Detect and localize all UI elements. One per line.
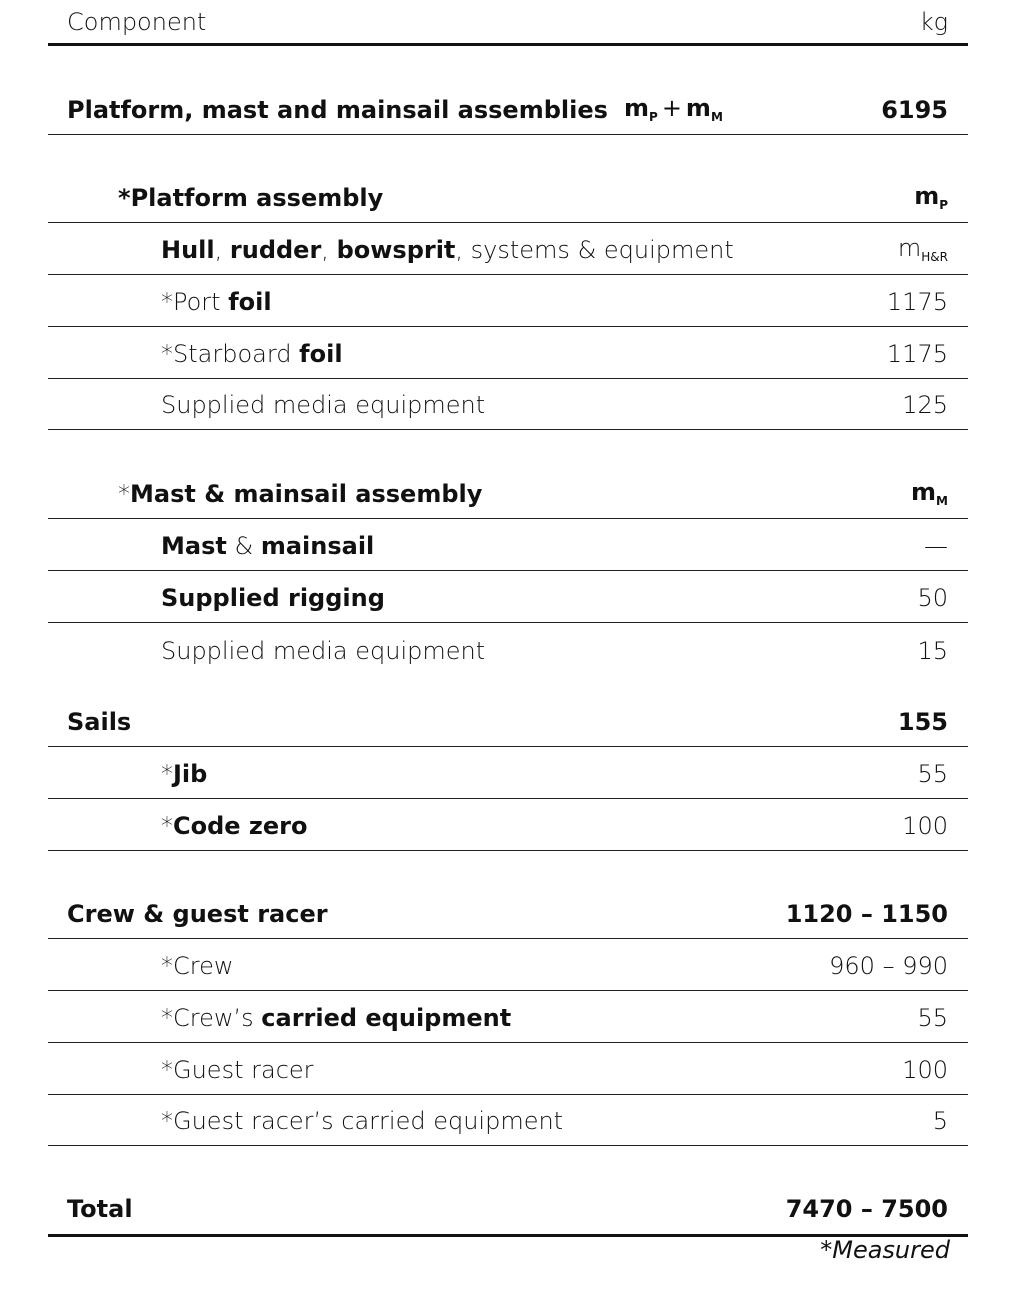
row-value: 55 (917, 760, 948, 788)
group-value: 6195 (881, 96, 948, 124)
formula-plus: + (661, 94, 682, 122)
subgroup-label: *Platform assembly (118, 184, 384, 212)
total-value: 7470 – 7500 (785, 1195, 948, 1223)
formula-symbol: m (685, 94, 711, 122)
row-symbol: $m_{H\&R}$ (897, 234, 948, 264)
row-label: *Guest racer (161, 1056, 314, 1084)
table-row-mast-media (48, 623, 968, 675)
subgroup-label: *Mast & mainsail assembly (118, 480, 483, 508)
table-row-port-foil (48, 275, 968, 327)
group-label: Sails (67, 708, 132, 736)
row-label: *Starboard foil (161, 340, 343, 368)
row-label: *Code zero (161, 812, 308, 840)
column-header-component: Component (67, 8, 207, 36)
row-value: 125 (902, 391, 948, 419)
group-label: Platform, mast and mainsail assemblies (67, 96, 608, 124)
table-row-jib (48, 747, 968, 799)
group-value: 1120 – 1150 (785, 900, 948, 928)
row-value: 5 (932, 1107, 948, 1135)
row-label: *Guest racer’s carried equipment (161, 1107, 564, 1135)
group-label: Crew & guest racer (67, 900, 328, 928)
formula-symbol: m (624, 94, 650, 122)
mass-formula (624, 94, 723, 124)
row-label: Supplied media equipment (161, 637, 486, 665)
row-label: *Crew (161, 952, 234, 980)
group-row-crew-guest (48, 851, 968, 939)
table-row-code-zero (48, 799, 968, 851)
total-row (48, 1146, 968, 1237)
row-value: 100 (902, 812, 948, 840)
row-value: 1175 (886, 340, 948, 368)
table-row-guest-equipment (48, 1095, 968, 1146)
formula-subscript: M (710, 110, 723, 124)
group-value: 155 (897, 708, 948, 736)
table-row-rigging (48, 571, 968, 623)
table-row-hull (48, 223, 968, 275)
column-header-unit: kg (919, 8, 948, 36)
mass-breakdown-table (48, 0, 968, 1237)
row-label: *Crew’s carried equipment (161, 1004, 512, 1032)
row-label: *Port foil (161, 288, 272, 316)
subgroup-row-platform-assembly (48, 135, 968, 223)
subgroup-symbol: $m_P$ (914, 182, 948, 212)
row-label: Supplied rigging (161, 584, 385, 612)
table-header-row (48, 0, 968, 46)
footnote-measured: *Measured (820, 1236, 950, 1264)
subgroup-symbol: $m_M$ (911, 478, 948, 508)
table-row-starboard-foil (48, 327, 968, 379)
row-label: Mast & mainsail (161, 532, 375, 560)
subgroup-row-mast-mainsail-assembly (48, 430, 968, 519)
row-value: 1175 (886, 288, 948, 316)
table-row-crew-equipment (48, 991, 968, 1043)
table-row-platform-media (48, 379, 968, 430)
table-row-guest-racer (48, 1043, 968, 1095)
row-value: 960 – 990 (829, 952, 948, 980)
row-value: 50 (917, 584, 948, 612)
group-row-platform-mast-mainsail (48, 46, 968, 135)
row-label: Supplied media equipment (161, 391, 486, 419)
table-row-mast-mainsail (48, 519, 968, 571)
row-label: *Jib (161, 760, 208, 788)
row-value: 100 (902, 1056, 948, 1084)
row-label: Hull, rudder, bowsprit, systems & equipment (161, 236, 734, 264)
group-row-sails (48, 675, 968, 747)
formula-subscript: P (649, 110, 658, 124)
total-label: Total (67, 1195, 133, 1223)
row-value: 15 (917, 637, 948, 665)
row-value: 55 (917, 1004, 948, 1032)
row-value: — (924, 532, 948, 560)
table-row-crew (48, 939, 968, 991)
